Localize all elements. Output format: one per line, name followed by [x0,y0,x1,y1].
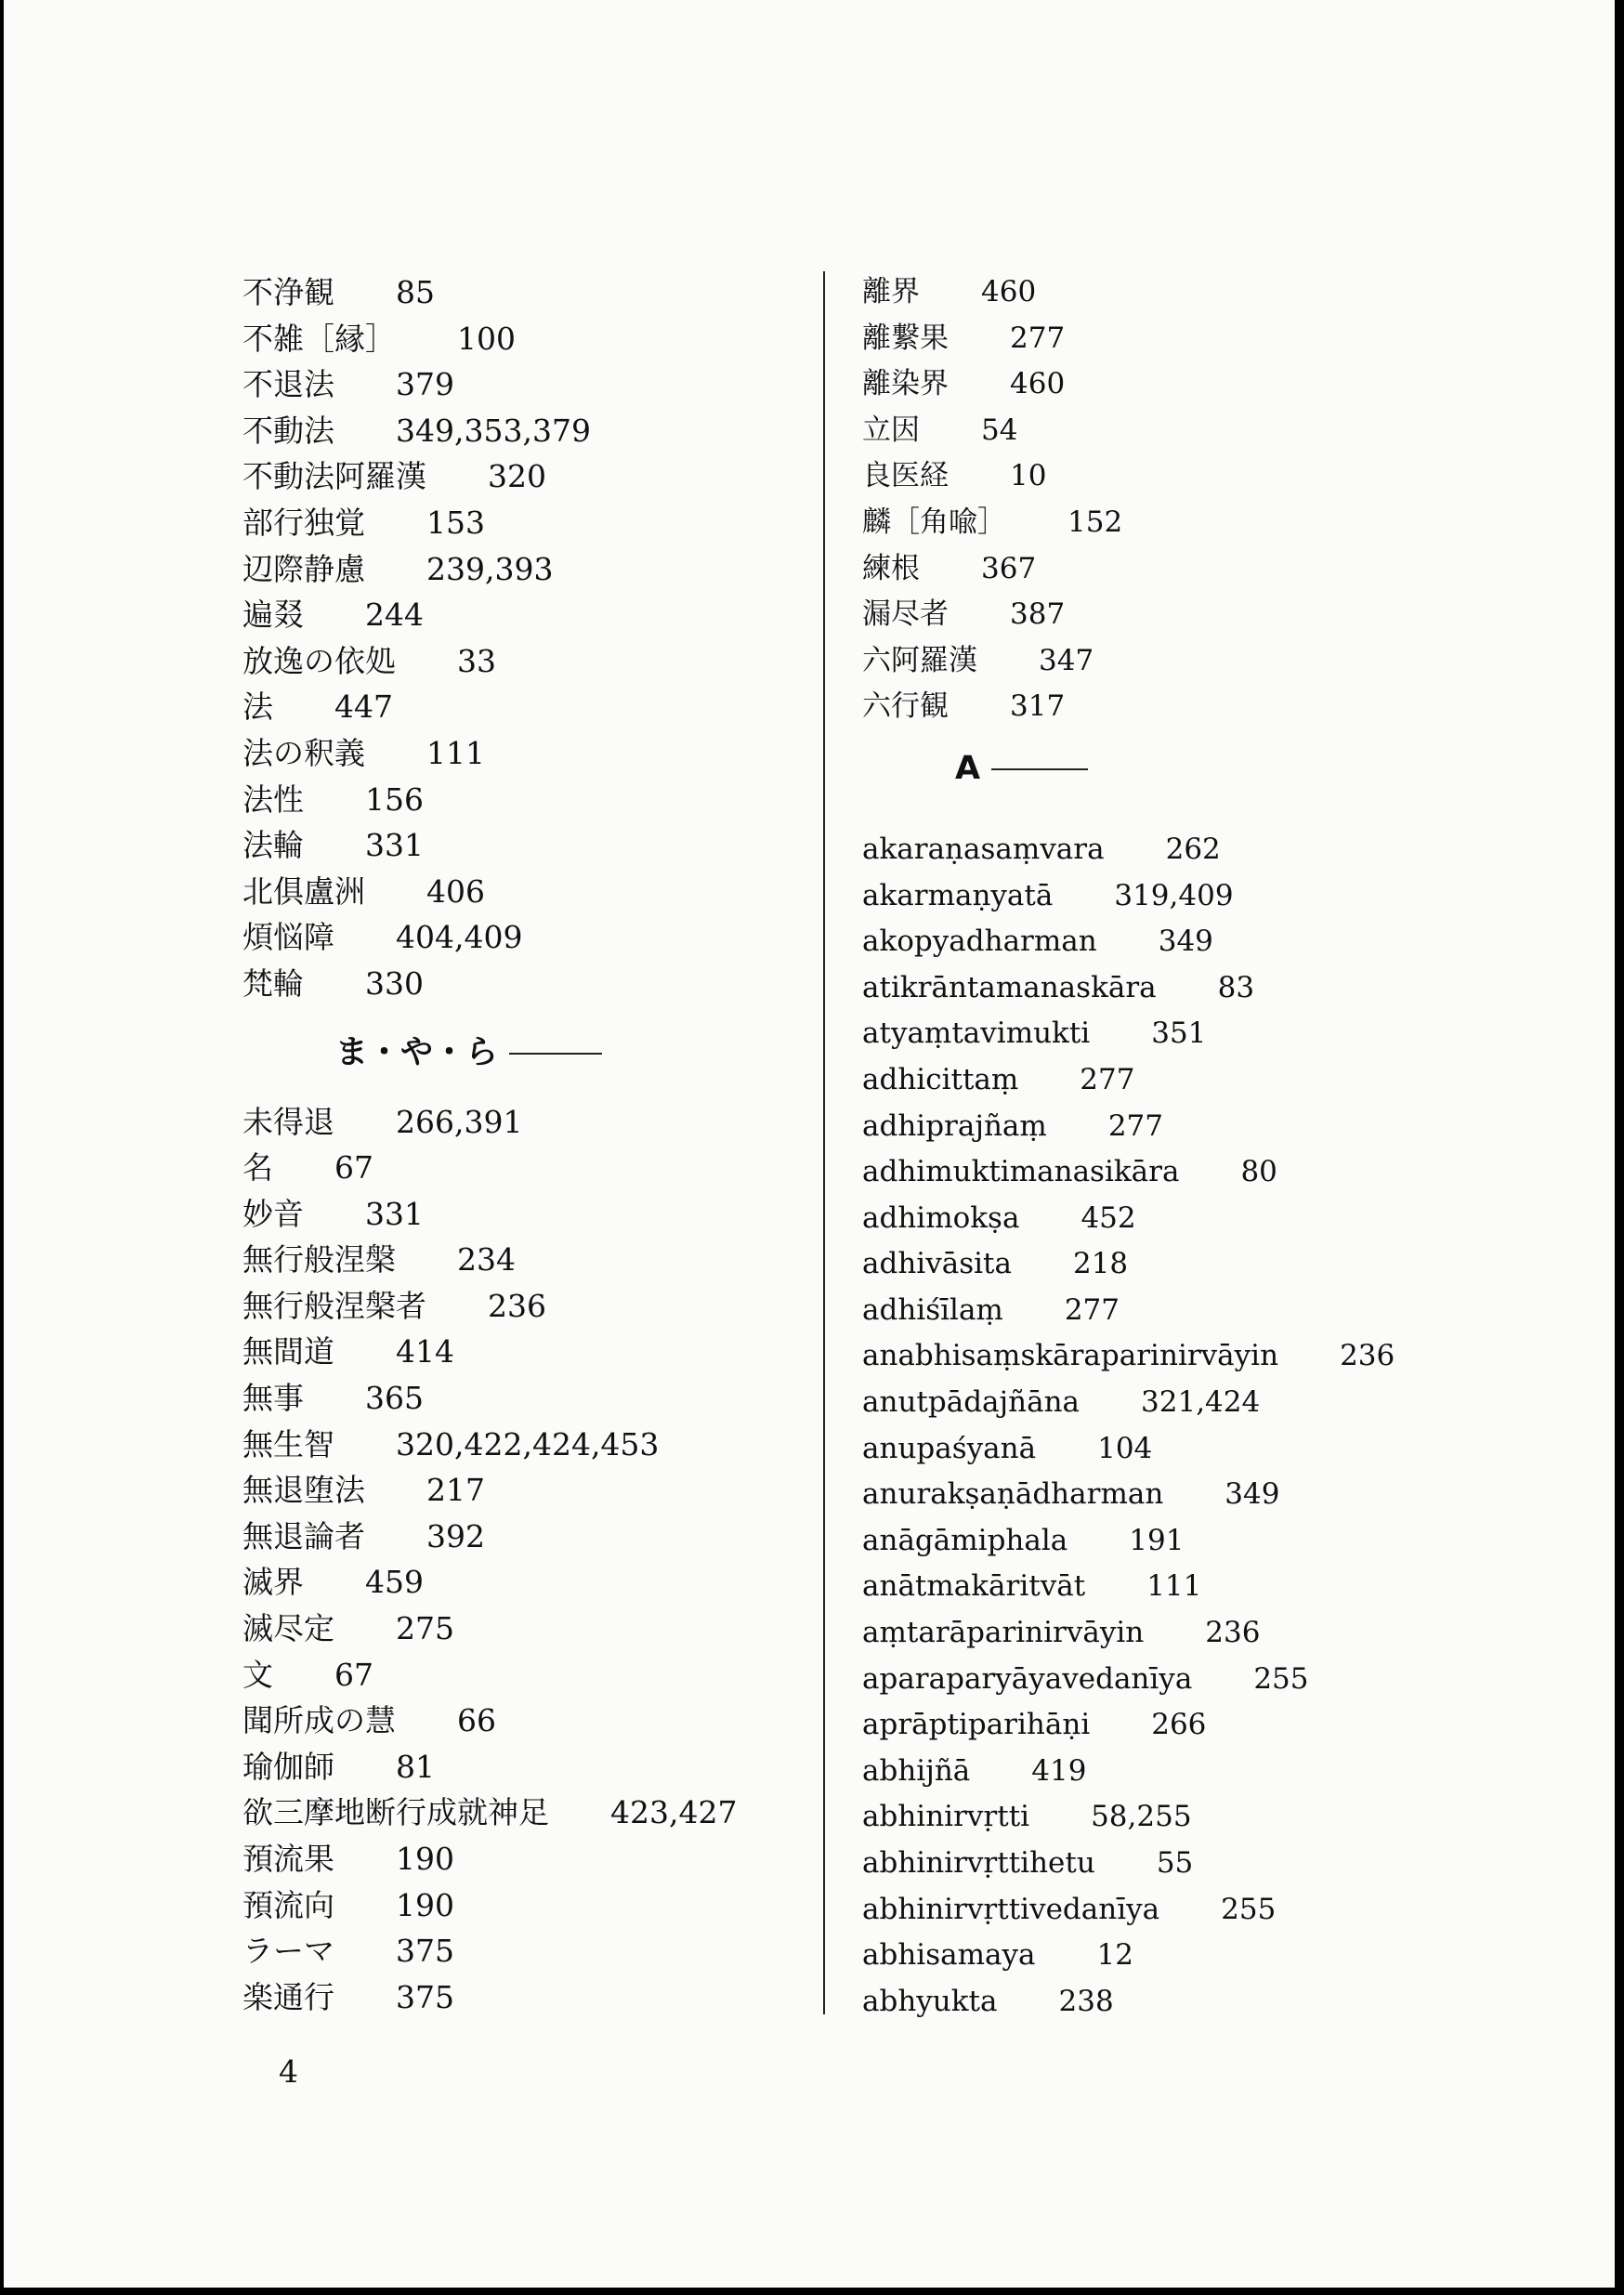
index-entry [862,1333,1605,1380]
heading-rule [509,1053,602,1055]
left-entries-bottom [242,1099,800,2021]
index-entry [242,1744,800,1790]
index-entry [862,361,1605,408]
index-pages: 379 [396,366,454,403]
index-entry [862,1841,1605,1887]
index-pages: 367 [981,551,1037,585]
index-term: 無間道 [242,1333,334,1370]
index-entry [242,1882,800,1929]
right-entries-bottom [862,827,1605,2025]
index-pages: 330 [365,964,424,1002]
index-entry [862,546,1605,593]
index-entry [242,316,800,362]
index-pages: 266 [1151,1708,1207,1742]
index-entry [242,869,800,915]
index-pages: 414 [396,1333,454,1370]
index-pages: 58,255 [1091,1800,1192,1834]
index-entry [242,500,800,546]
index-pages: 55 [1156,1846,1194,1880]
index-entry [862,269,1605,316]
index-entry [242,684,800,730]
index-term: 立因 [862,413,920,447]
index-pages: 66 [457,1702,496,1739]
index-entry [862,1933,1605,1979]
index-term: anāgāmiphala [862,1523,1068,1557]
index-term: 法性 [242,780,304,818]
index-entry [862,827,1605,873]
index-entry [242,1283,800,1330]
index-pages: 419 [1031,1753,1087,1788]
index-entry [242,1191,800,1238]
index-pages: 239,393 [426,550,554,587]
index-term: 練根 [862,551,920,585]
index-pages: 404,409 [396,919,523,956]
index-pages: 218 [1072,1247,1129,1281]
index-pages: 80 [1240,1155,1277,1189]
index-term: anupaśyanā [862,1431,1037,1465]
index-pages: 375 [396,1933,454,1970]
index-term: 法 [242,688,273,726]
index-entry [862,592,1605,638]
index-term: abhinirvṛttihetu [862,1846,1095,1880]
index-entry [862,1979,1605,2026]
index-entry [862,1518,1605,1565]
index-term: 聞所成の慧 [242,1702,396,1739]
index-term: abhinirvṛttivedanīya [862,1892,1160,1926]
index-entry [242,1422,800,1468]
index-entry [862,1657,1605,1703]
index-term: akarmaṇyatā [862,878,1054,912]
index-pages: 266,391 [396,1103,523,1140]
index-page [4,0,1615,2288]
index-entry [242,592,800,638]
index-entry [242,453,800,500]
index-term: 辺際静慮 [242,550,365,587]
index-term: akaraṇasaṃvara [862,832,1105,866]
index-pages: 83 [1217,970,1255,1004]
index-term: 妙音 [242,1195,304,1232]
index-term: anurakṣaṇādharman [862,1477,1164,1512]
index-term: abhisamaya [862,1938,1036,1973]
index-pages: 190 [396,1841,454,1877]
index-entry [862,1241,1605,1288]
index-pages: 111 [1146,1569,1202,1604]
index-term: 良医経 [862,459,949,493]
left-column [242,269,800,2020]
index-pages: 392 [426,1517,485,1554]
index-term: 不雑［縁］ [242,320,396,357]
index-pages: 406 [426,872,485,910]
index-pages: 365 [365,1380,424,1417]
index-pages: 217 [426,1472,485,1509]
index-term: anutpādajñāna [862,1385,1080,1420]
index-pages: 236 [488,1287,546,1324]
index-term: 瑜伽師 [242,1748,334,1785]
index-entry [862,408,1605,454]
index-pages: 255 [1221,1892,1277,1926]
index-term: 文 [242,1656,273,1693]
index-entry [862,684,1605,730]
index-entry [242,638,800,685]
index-term: 離界 [862,275,920,308]
index-entry [862,1149,1605,1196]
index-term: aprāptiparihāṇi [862,1708,1091,1742]
index-pages: 447 [334,688,393,726]
index-pages: 277 [1107,1108,1163,1143]
index-pages: 190 [396,1886,454,1923]
index-term: 遍叕 [242,597,304,634]
index-pages: 10 [1010,459,1047,493]
index-entry [242,1329,800,1375]
index-pages: 244 [365,597,424,634]
heading-rule [991,768,1088,770]
index-entry [862,919,1605,965]
column-divider [823,271,825,2014]
index-term: 六行観 [862,689,949,724]
index-entry [242,1652,800,1698]
right-column [862,269,1605,2025]
index-entry [242,361,800,408]
index-term: 煩悩障 [242,919,334,956]
index-pages: 349 [1158,925,1213,959]
index-pages: 153 [426,504,485,541]
index-pages: 54 [981,413,1018,447]
index-pages: 460 [981,275,1037,308]
index-term: 六阿羅漢 [862,643,977,677]
index-term: aṃtarāparinirvāyin [862,1616,1145,1650]
index-pages: 320,422,424,453 [396,1425,660,1462]
left-entries-top [242,269,800,1007]
index-pages: 387 [1010,597,1066,632]
index-term: 無生智 [242,1425,334,1462]
index-entry [242,269,800,316]
index-term: 不浄観 [242,274,334,310]
index-term: 無行般涅槃者 [242,1287,426,1324]
index-term: adhiprajñaṃ [862,1108,1047,1143]
index-term: 無退堕法 [242,1472,365,1509]
index-pages: 320 [488,458,546,495]
right-entries-top [862,269,1605,730]
index-term: 預流果 [242,1841,334,1877]
index-pages: 351 [1151,1016,1207,1051]
index-term: 無退論者 [242,1517,365,1554]
index-term: 滅尽定 [242,1610,334,1647]
index-entry [862,1749,1605,1795]
index-pages: 111 [426,734,485,771]
index-pages: 255 [1253,1661,1309,1696]
index-pages: 81 [396,1748,435,1785]
index-entry [862,1011,1605,1057]
index-entry [242,1145,800,1191]
index-pages: 319,409 [1114,878,1234,912]
index-term: 放逸の依処 [242,642,396,679]
section-heading-ma-ya-ra [242,1007,800,1099]
index-term: akopyadharman [862,925,1097,959]
index-pages: 423,427 [610,1794,738,1831]
index-pages: 317 [1010,689,1066,724]
index-entry [862,1426,1605,1473]
index-entry [862,873,1605,920]
index-entry [862,1057,1605,1104]
index-pages: 33 [457,642,496,679]
index-term: 梵輪 [242,964,304,1002]
index-pages: 349,353,379 [396,412,591,449]
index-term: 離繋果 [862,321,949,355]
index-pages: 156 [365,780,424,818]
index-term: 北俱盧洲 [242,872,365,910]
index-entry [242,961,800,1007]
index-term: 不退法 [242,366,334,403]
index-pages: 104 [1097,1431,1153,1465]
index-term: 滅界 [242,1564,304,1601]
index-pages: 331 [365,1195,424,1232]
index-pages: 275 [396,1610,454,1647]
index-term: 法の釈義 [242,734,365,771]
index-entry [862,316,1605,362]
index-entry [862,1104,1605,1150]
index-term: abhinirvṛtti [862,1800,1030,1834]
index-entry [242,1559,800,1606]
index-pages: 262 [1165,832,1221,866]
index-term: anabhisaṃskāraparinirvāyin [862,1339,1279,1373]
index-entry [862,1472,1605,1518]
index-entry [862,1380,1605,1426]
index-pages: 321,424 [1141,1385,1261,1420]
index-entry [862,965,1605,1012]
index-term: adhicittaṃ [862,1062,1019,1096]
index-entry [242,1237,800,1283]
index-term: 楽通行 [242,1978,334,2015]
index-pages: 277 [1064,1292,1120,1327]
section-heading-a [862,730,1605,827]
index-entry [862,1702,1605,1749]
index-pages: 100 [457,320,516,357]
index-entry [242,1928,800,1974]
index-term: aparaparyāyavedanīya [862,1661,1193,1696]
index-pages: 238 [1058,1984,1114,2018]
index-pages: 452 [1080,1200,1136,1235]
index-entry [242,1974,800,2021]
index-entry [242,1606,800,1652]
index-entry [242,1790,800,1836]
index-entry [242,1099,800,1146]
index-entry [242,777,800,823]
index-entry [862,1564,1605,1610]
heading-label: A [955,749,981,787]
index-term: 不動法 [242,412,334,449]
page-number: 4 [279,2053,298,2090]
index-term: 預流向 [242,1886,334,1923]
index-term: ラーマ [242,1933,334,1970]
index-term: 不動法阿羅漢 [242,458,426,495]
index-entry [242,1698,800,1744]
index-pages: 12 [1096,1938,1133,1973]
index-term: adhimokṣa [862,1200,1020,1235]
index-pages: 459 [365,1564,424,1601]
index-pages: 152 [1067,505,1123,539]
index-pages: 277 [1010,321,1066,355]
index-pages: 375 [396,1978,454,2015]
index-entry [862,1610,1605,1657]
index-term: abhyukta [862,1984,998,2018]
index-pages: 85 [396,274,435,310]
index-term: 法輪 [242,827,304,864]
heading-label: ま・や・ら [335,1033,499,1071]
index-entry [242,408,800,454]
index-pages: 349 [1225,1477,1280,1512]
index-entry [242,546,800,593]
index-term: abhijñā [862,1753,971,1788]
index-entry [862,1794,1605,1841]
index-entry [862,1196,1605,1242]
index-pages: 67 [334,1149,373,1187]
index-entry [862,453,1605,500]
index-pages: 234 [457,1241,516,1279]
index-entry [862,500,1605,546]
index-term: anātmakāritvāt [862,1569,1086,1604]
index-pages: 460 [1010,367,1066,401]
index-pages: 331 [365,827,424,864]
index-pages: 347 [1039,643,1094,677]
index-pages: 191 [1129,1523,1185,1557]
index-pages: 67 [334,1656,373,1693]
index-pages: 277 [1080,1062,1135,1096]
index-entry [242,1375,800,1422]
index-term: adhivāsita [862,1247,1012,1281]
index-term: 無行般涅槃 [242,1241,396,1279]
index-term: 漏尽者 [862,597,949,632]
index-term: atikrāntamanaskāra [862,970,1157,1004]
index-term: 未得退 [242,1103,334,1140]
index-entry [242,730,800,777]
index-entry [242,822,800,869]
index-term: 無事 [242,1380,304,1417]
index-term: adhimuktimanasikāra [862,1155,1180,1189]
index-entry [242,1514,800,1560]
index-entry [862,638,1605,685]
index-term: 離染界 [862,367,949,401]
index-entry [242,1467,800,1514]
index-entry [242,1836,800,1882]
index-term: adhiśīlaṃ [862,1292,1003,1327]
index-term: 欲三摩地断行成就神足 [242,1794,549,1831]
index-entry [862,1288,1605,1334]
index-term: 部行独覚 [242,504,365,541]
index-pages: 236 [1205,1616,1261,1650]
index-pages: 236 [1340,1339,1395,1373]
index-entry [242,914,800,961]
index-term: 麟［角喩］ [862,505,1006,539]
index-entry [862,1887,1605,1934]
index-term: 名 [242,1149,273,1187]
index-term: atyaṃtavimukti [862,1016,1091,1051]
